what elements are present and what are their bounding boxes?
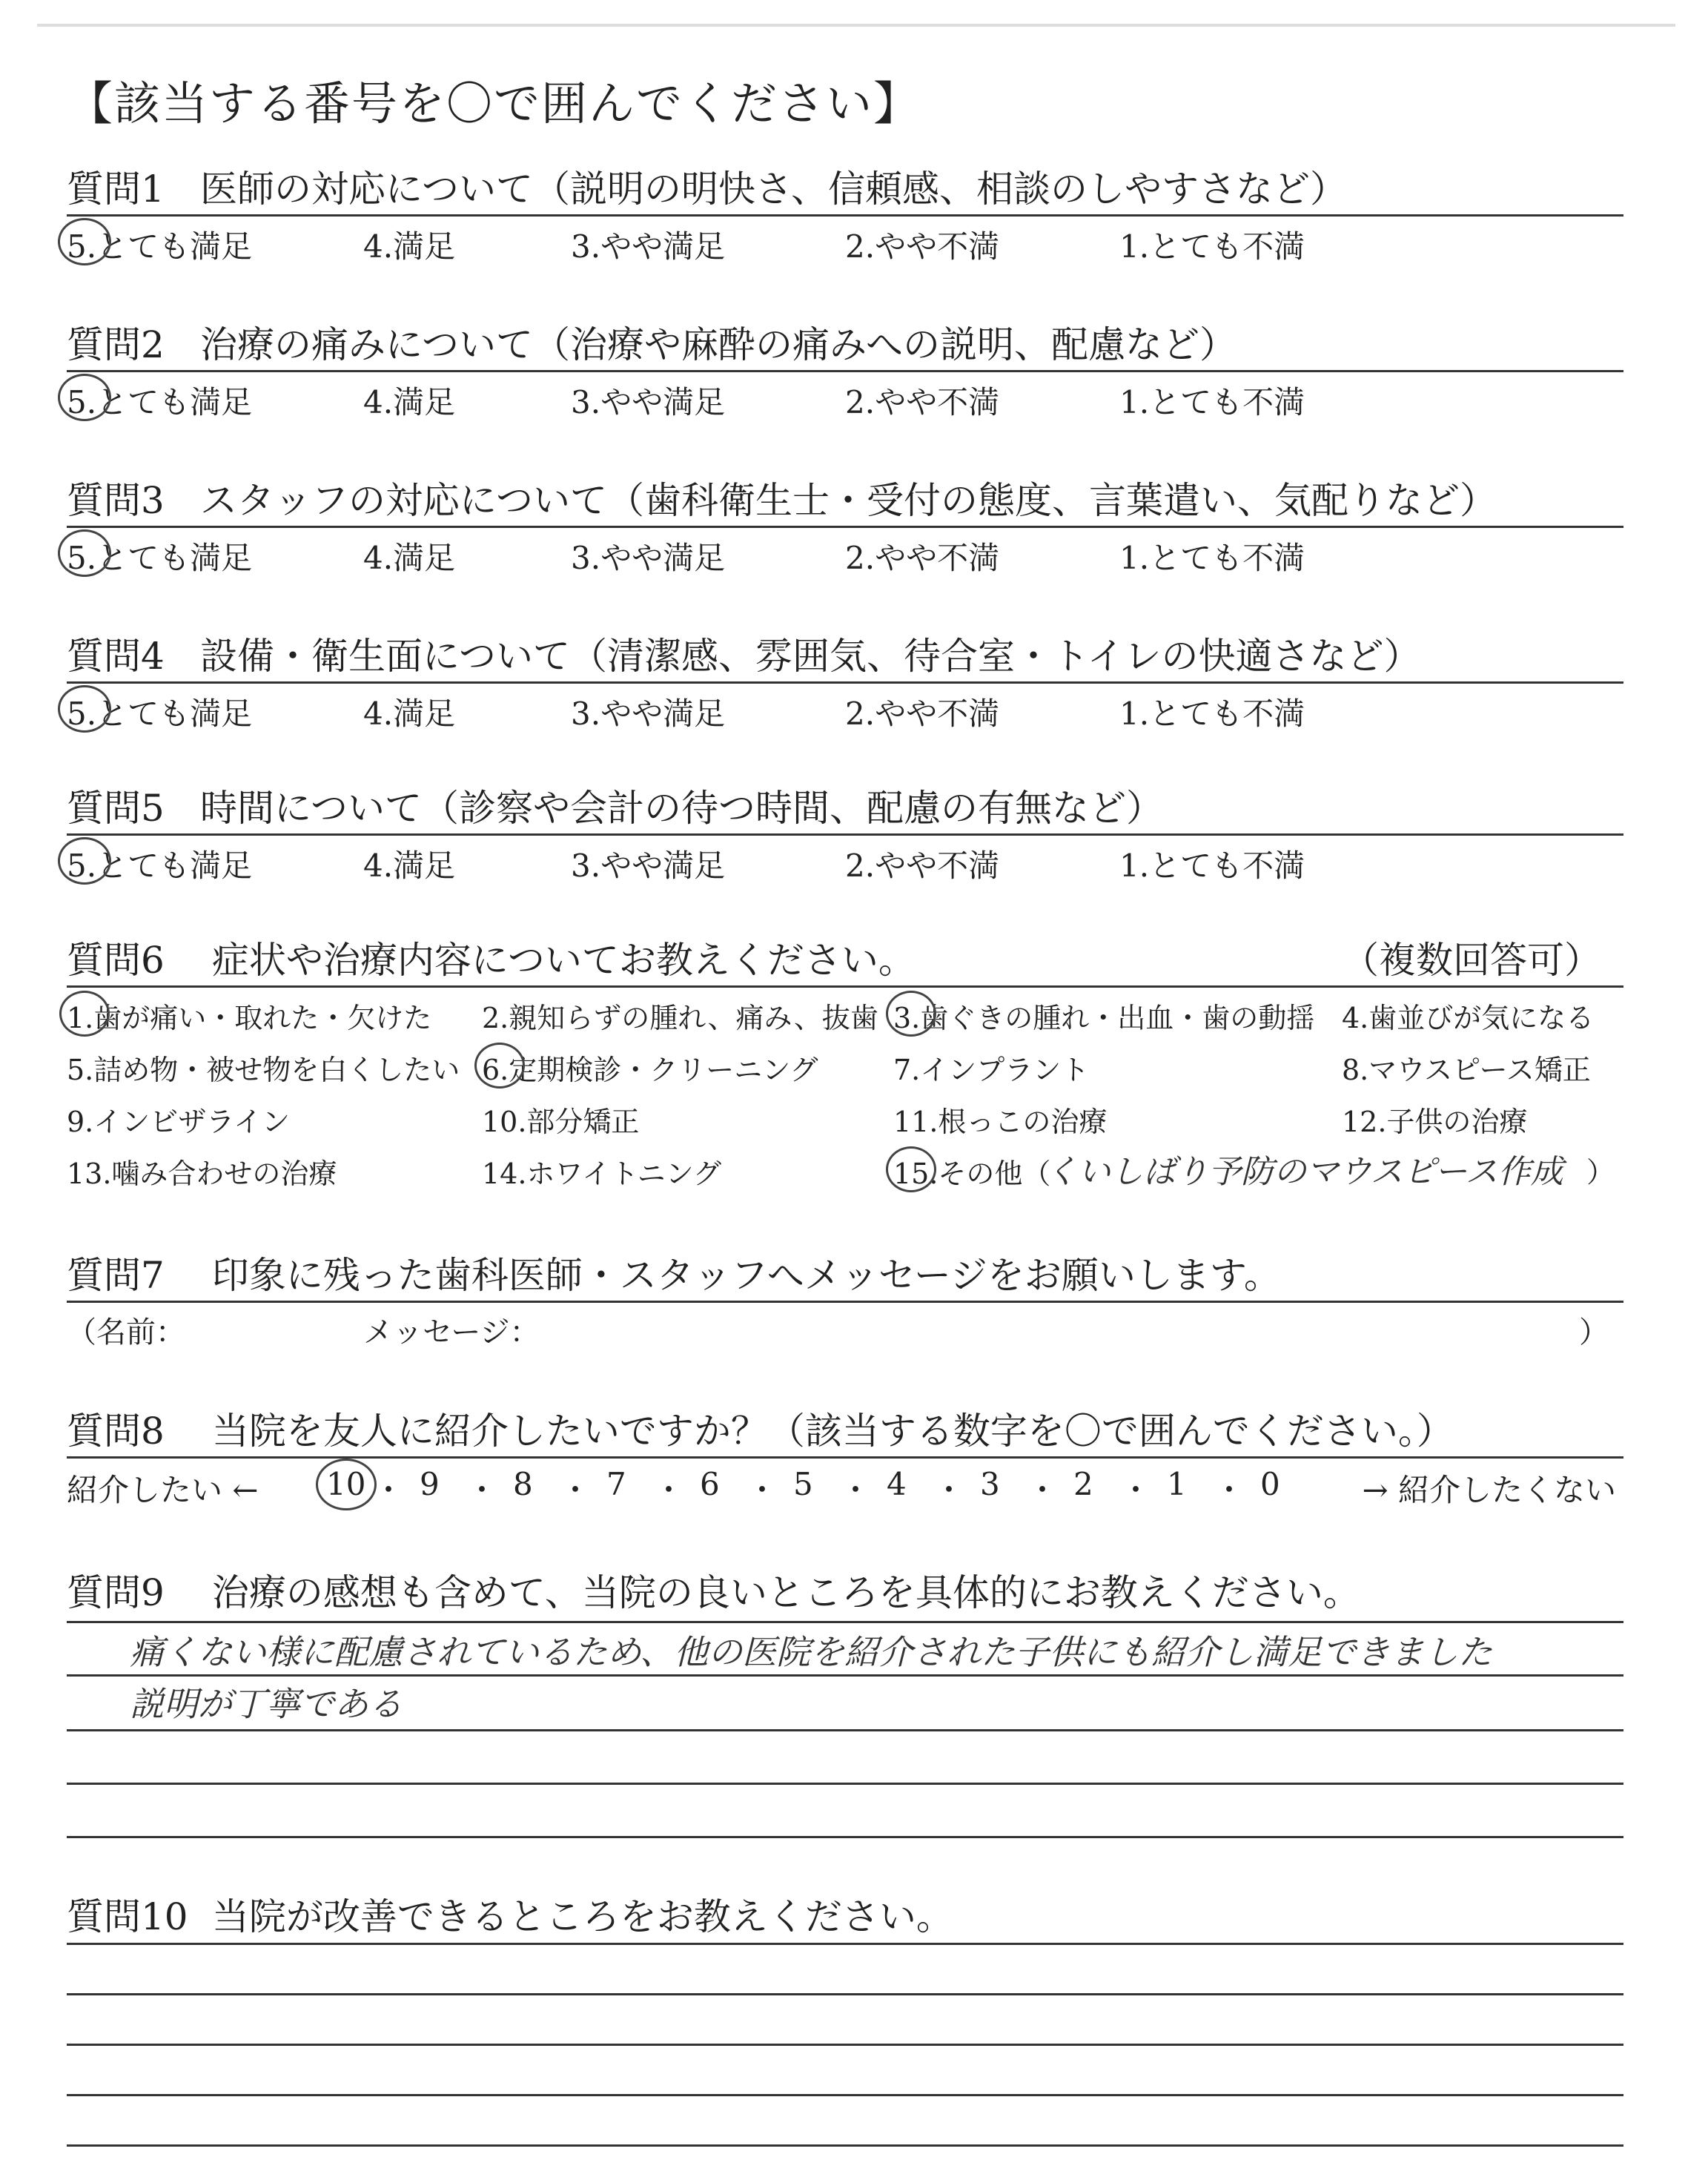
question-7: [67, 1253, 1623, 1350]
question-number: 質問6: [67, 939, 165, 982]
question-title: [67, 938, 1623, 985]
rating-options: [67, 684, 1623, 731]
q6-options: [67, 988, 1623, 1210]
question-text: 印象に残った歯科医師・スタッフへメッセージをお願いします。: [211, 1254, 1281, 1297]
top-edge: [37, 24, 1675, 27]
scale-value[interactable]: 1: [1167, 1466, 1187, 1502]
scale-value[interactable]: 6: [700, 1466, 720, 1502]
scale-separator: ・: [747, 1472, 778, 1508]
question-text: 症状や治療内容についてお教えください。: [211, 939, 916, 982]
question-title: [67, 634, 1623, 681]
selection-circle: [316, 1459, 377, 1510]
other-handwritten-answer: くいしばり予防のマウスピース作成: [1045, 1153, 1563, 1191]
answer-line: [67, 2094, 1623, 2096]
question-number: 質問8: [67, 1410, 165, 1453]
rating-options: [67, 836, 1623, 883]
selection-circle: [58, 529, 111, 577]
question-text: スタッフの対応について（歯科衛生士・受付の態度、言葉遣い、気配りなど）: [200, 479, 1497, 522]
symptom-option[interactable]: 5.詰め物・被せ物を白くしたい: [67, 1054, 460, 1086]
scale-separator: ・: [840, 1472, 872, 1508]
symptom-option[interactable]: 8.マウスピース矯正: [1342, 1054, 1591, 1086]
symptom-option[interactable]: 3.歯ぐきの腫れ・出血・歯の動揺: [893, 1002, 1315, 1034]
selection-circle: [59, 991, 110, 1037]
rating-option[interactable]: 3.やや満足: [571, 696, 726, 732]
question-text: 設備・衛生面について（清潔感、雰囲気、待合室・トイレの快適さなど）: [200, 635, 1421, 678]
selection-circle: [58, 837, 111, 885]
answer-line: [67, 2044, 1623, 2046]
question-4: [67, 634, 1623, 731]
rating-option[interactable]: 2.やや不満: [845, 540, 1000, 576]
rating-option[interactable]: 1.とても不満: [1119, 848, 1305, 884]
scale-right-label: → 紹介したくない: [1362, 1472, 1616, 1508]
answer-line: [67, 1621, 1623, 1623]
message-label: メッセージ：: [363, 1315, 540, 1350]
answer-line: [67, 1783, 1623, 1785]
rating-option[interactable]: 4.満足: [363, 540, 456, 576]
question-text: 治療の痛みについて（治療や麻酔の痛みへの説明、配慮など）: [200, 323, 1237, 366]
scale-separator: ・: [466, 1472, 498, 1508]
symptom-option[interactable]: 1.歯が痛い・取れた・欠けた: [67, 1002, 432, 1034]
rating-option[interactable]: 2.やや不満: [845, 696, 1000, 732]
rating-option[interactable]: 3.やや満足: [571, 228, 726, 265]
question-title: [67, 478, 1623, 526]
rating-option[interactable]: 5.とても満足: [67, 696, 253, 732]
rating-option[interactable]: 3.やや満足: [571, 540, 726, 576]
scale-separator: ・: [560, 1472, 592, 1508]
name-label: （名前：: [67, 1315, 185, 1350]
scale-separator: ・: [1027, 1472, 1059, 1508]
selection-circle: [886, 1146, 936, 1192]
rating-option[interactable]: 5.とても満足: [67, 540, 253, 576]
symptom-option[interactable]: 14.ホワイトニング: [482, 1157, 722, 1190]
rating-option[interactable]: 4.満足: [363, 848, 456, 884]
question-10: [67, 1895, 1623, 1942]
answer-line: [67, 2144, 1623, 2147]
scale-separator: ・: [653, 1472, 685, 1508]
question-title: [67, 786, 1623, 833]
scale-value[interactable]: 2: [1073, 1466, 1093, 1502]
question-8: [67, 1409, 1623, 1510]
rating-option[interactable]: 5.とても満足: [67, 228, 253, 265]
rating-option[interactable]: 2.やや不満: [845, 848, 1000, 884]
symptom-option[interactable]: 6.定期検診・クリーニング: [482, 1054, 818, 1086]
question-number: 質問9: [67, 1571, 165, 1614]
question-6: [67, 938, 1623, 1210]
answer-line: [67, 1943, 1623, 1945]
scale-separator: ・: [1120, 1472, 1152, 1508]
question-title: [67, 323, 1623, 370]
question-title: [67, 1253, 1623, 1301]
handwritten-answer-line-1: 痛くない様に配慮されているため、他の医院を紹介された子供にも紹介し満足できました: [130, 1632, 1493, 1672]
question-text: 医師の対応について（説明の明快さ、信頼感、相談のしやすさなど）: [200, 168, 1347, 211]
question-note: （複数回答可）: [1342, 939, 1601, 982]
question-text: 当院が改善できるところをお教えください。: [211, 1895, 953, 1938]
recommend-scale: [67, 1459, 1623, 1510]
handwritten-answer-line-2: 説明が丁寧である: [130, 1684, 403, 1724]
question-number: 質問7: [67, 1254, 165, 1297]
answer-line: [67, 1993, 1623, 1995]
answer-line: [67, 1674, 1623, 1677]
question-text: 治療の感想も含めて、当院の良いところを具体的にお教えください。: [211, 1571, 1360, 1614]
symptom-option[interactable]: 15.その他（: [893, 1157, 1051, 1190]
rating-option[interactable]: 1.とても不満: [1119, 540, 1305, 576]
rating-option[interactable]: 5.とても満足: [67, 848, 253, 884]
selection-circle: [58, 685, 111, 733]
rating-option[interactable]: 4.満足: [363, 696, 456, 732]
rating-options: [67, 528, 1623, 575]
symptom-option[interactable]: 2.親知らずの腫れ、痛み、抜歯: [482, 1002, 878, 1034]
symptom-option[interactable]: 12.子供の治療: [1342, 1106, 1528, 1138]
page-heading: 【該当する番号を〇で囲んでください】: [67, 76, 921, 131]
rating-option[interactable]: 1.とても不満: [1119, 696, 1305, 732]
scale-value[interactable]: 5: [793, 1466, 813, 1502]
answer-line: [67, 1729, 1623, 1731]
selection-circle: [474, 1043, 525, 1089]
scale-separator: ・: [933, 1472, 965, 1508]
scale-value[interactable]: 0: [1260, 1466, 1280, 1502]
question-title: [67, 1409, 1623, 1456]
question-title: [67, 1571, 1623, 1618]
question-2: [67, 323, 1623, 420]
question-number: 質問1: [67, 168, 165, 211]
rating-option[interactable]: 1.とても不満: [1119, 384, 1305, 420]
scale-value[interactable]: 10: [326, 1466, 366, 1502]
rating-option[interactable]: 3.やや満足: [571, 848, 726, 884]
symptom-option[interactable]: 4.歯並びが気になる: [1342, 1002, 1595, 1034]
scale-value[interactable]: 9: [420, 1466, 440, 1502]
rating-option[interactable]: 3.やや満足: [571, 384, 726, 420]
scale-separator: ・: [1214, 1472, 1245, 1508]
rating-options: [67, 217, 1623, 264]
question-number: 質問3: [67, 479, 165, 522]
symptom-option[interactable]: 11.根っこの治療: [893, 1106, 1108, 1138]
message-close-paren: ）: [1579, 1315, 1609, 1350]
rating-option[interactable]: 4.満足: [363, 384, 456, 420]
scale-value[interactable]: 7: [606, 1466, 626, 1502]
message-row: [67, 1303, 1623, 1350]
scale-value[interactable]: 8: [513, 1466, 533, 1502]
question-1: [67, 167, 1623, 264]
question-number: 質問5: [67, 787, 165, 830]
answer-line: [67, 1836, 1623, 1838]
selection-circle: [58, 374, 111, 421]
symptom-option[interactable]: 7.インプラント: [893, 1054, 1090, 1086]
question-number: 質問10: [67, 1895, 188, 1938]
symptom-option[interactable]: 10.部分矯正: [482, 1106, 640, 1138]
other-close-paren: ）: [1586, 1156, 1615, 1189]
question-3: [67, 478, 1623, 575]
question-number: 質問4: [67, 635, 165, 678]
scale-value[interactable]: 3: [980, 1466, 1000, 1502]
question-title: [67, 1895, 1623, 1942]
rating-option[interactable]: 5.とても満足: [67, 384, 253, 420]
scale-left-label: 紹介したい ←: [67, 1472, 259, 1508]
scale-separator: ・: [373, 1472, 405, 1508]
rating-options: [67, 372, 1623, 420]
question-text: 時間について（診察や会計の待つ時間、配慮の有無など）: [200, 787, 1163, 830]
selection-circle: [886, 991, 936, 1037]
rating-option[interactable]: 2.やや不満: [845, 384, 1000, 420]
rating-option[interactable]: 2.やや不満: [845, 228, 1000, 265]
symptom-option[interactable]: 9.インビザライン: [67, 1106, 291, 1138]
question-9: [67, 1571, 1623, 1618]
question-number: 質問2: [67, 323, 165, 366]
rating-option[interactable]: 1.とても不満: [1119, 228, 1305, 265]
question-text: 当院を友人に紹介したいですか？（該当する数字を〇で囲んでください。）: [211, 1410, 1454, 1453]
question-title: [67, 167, 1623, 214]
selection-circle: [58, 218, 111, 265]
question-5: [67, 786, 1623, 883]
rating-option[interactable]: 4.満足: [363, 228, 456, 265]
symptom-option[interactable]: 13.噛み合わせの治療: [67, 1157, 337, 1190]
scale-value[interactable]: 4: [887, 1466, 907, 1502]
